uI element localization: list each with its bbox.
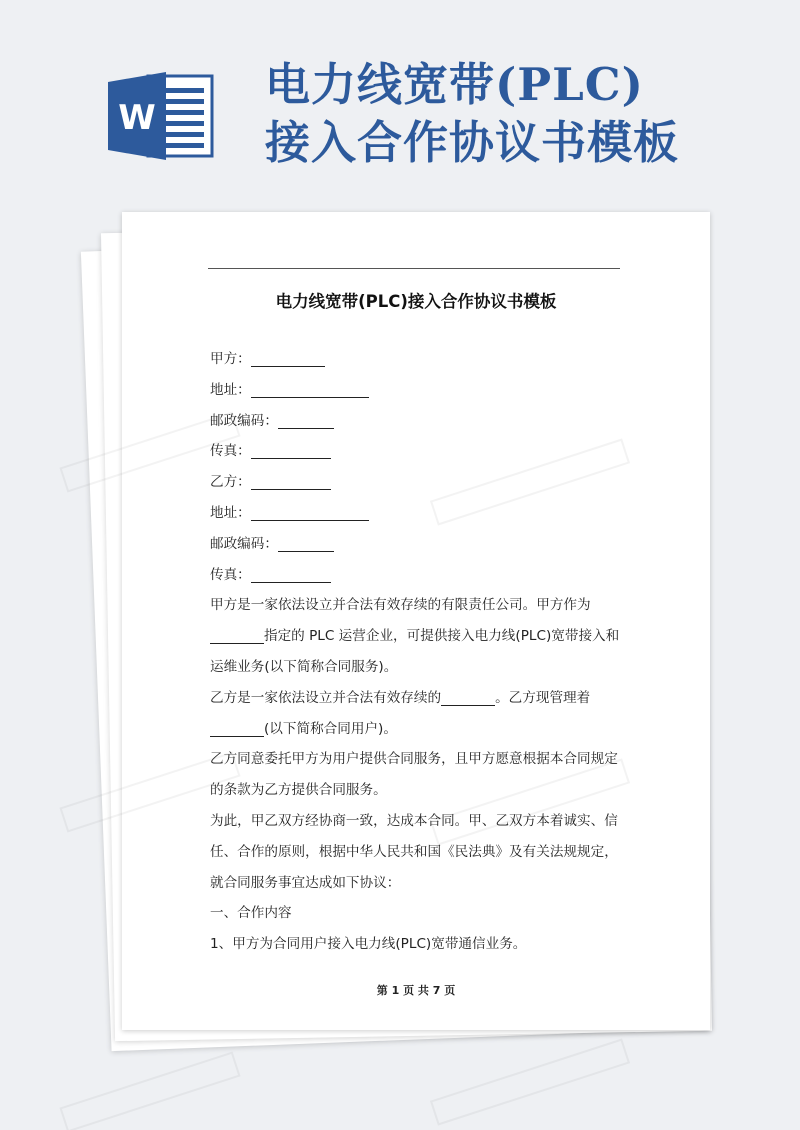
section-heading: 一、合作内容 — [210, 905, 292, 922]
paragraph-line: 为此，甲乙双方经协商一致，达成本合同。甲、乙双方本着诚实、信 — [210, 812, 618, 829]
paragraph-line: 指定的 PLC 运营企业，可提供接入电力线(PLC)宽带接入和 — [210, 621, 630, 652]
header-title — [265, 56, 785, 172]
field-fax-b: 传真： — [210, 560, 630, 591]
field-postcode-a: 邮政编码： — [210, 406, 630, 437]
header-title-line2: 接入合作协议书模板 — [265, 116, 680, 169]
paragraph-line: 乙方同意委托甲方为用户提供合同服务，且甲方愿意根据本合同规定 — [210, 751, 618, 768]
list-item: 1、甲方为合同用户接入电力线(PLC)宽带通信业务。 — [210, 936, 527, 953]
field-party-a: 甲方： — [210, 344, 630, 375]
document-title: 电力线宽带(PLC)接入合作协议书模板 — [275, 292, 557, 311]
header-title-line1: 电力线宽带(PLC) — [265, 58, 644, 111]
field-fax-a: 传真： — [210, 436, 630, 467]
paragraph-line: 乙方是一家依法设立并合法有效存续的 。乙方现管理着 — [210, 689, 591, 706]
svg-text:W: W — [118, 98, 156, 138]
page-number: 第 1 页 共 7 页 — [376, 984, 456, 997]
header-rule — [208, 268, 620, 269]
paragraph-line: 甲方是一家依法设立并合法有效存续的有限责任公司。甲方作为 — [210, 597, 591, 614]
paragraph-line: (以下简称合同用户)。 — [210, 714, 630, 745]
paragraph-line: 运维业务(以下简称合同服务)。 — [210, 658, 398, 675]
field-party-b: 乙方： — [210, 467, 630, 498]
paragraph-line: 的条款为乙方提供合同服务。 — [210, 782, 387, 799]
field-address-a: 地址： — [210, 375, 630, 406]
header-banner — [0, 0, 800, 205]
paragraph-line: 任、合作的原则，根据中华人民共和国《民法典》及有关法规规定， — [210, 843, 618, 860]
field-postcode-b: 邮政编码： — [210, 529, 630, 560]
paragraph-line: 就合同服务事宜达成如下协议： — [210, 874, 401, 891]
field-address-b: 地址： — [210, 498, 630, 529]
document-page — [122, 212, 710, 1030]
word-icon — [108, 72, 214, 160]
document-body — [210, 344, 630, 960]
